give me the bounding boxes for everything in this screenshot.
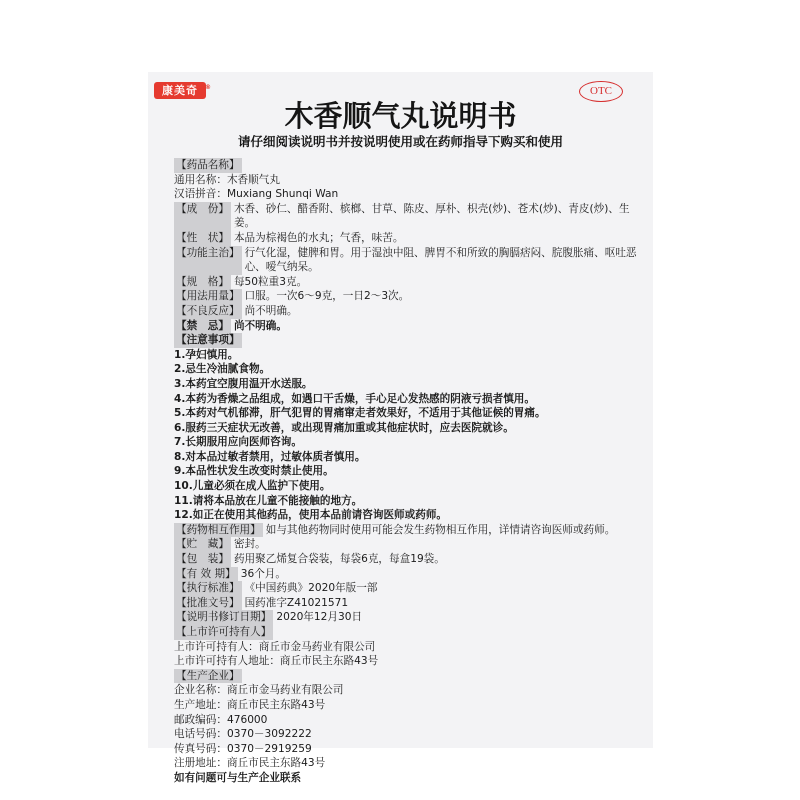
manufacturer-header: 【生产企业】 xyxy=(176,669,240,682)
specification-value: 每50粒重3克。 xyxy=(233,275,308,288)
approval-value: 国药准字Z41021571 xyxy=(244,596,349,609)
storage-value: 密封。 xyxy=(233,538,266,551)
contraindications-row xyxy=(174,319,644,334)
standard-value: 《中国药典》2020年版一部 xyxy=(244,582,378,595)
manufacturer-line: 生产地址：商丘市民主东路43号 xyxy=(174,698,326,711)
package-row xyxy=(174,552,644,567)
contact-note: 如有问题可与生产企业联系 xyxy=(174,771,302,784)
storage-row xyxy=(174,537,644,552)
dosage-label: 【用法用量】 xyxy=(176,290,240,303)
indications-label: 【功能主治】 xyxy=(174,246,242,275)
precaution-item: 8.对本品过敏者禁用，过敏体质者慎用。 xyxy=(174,450,366,463)
manufacturer-line: 电话号码：0370－3092222 xyxy=(174,728,312,741)
manufacturer-line: 注册地址：商丘市民主东路43号 xyxy=(174,757,326,770)
precaution-item: 10.儿童必须在成人监护下使用。 xyxy=(174,480,331,493)
properties-label: 【性 状】 xyxy=(176,231,229,244)
drug-name-header: 【药品名称】 xyxy=(176,159,240,171)
precaution-item: 11.请将本品放在儿童不能接触的地方。 xyxy=(174,494,363,507)
revision-label: 【说明书修订日期】 xyxy=(176,611,272,624)
otc-badge: OTC xyxy=(579,81,623,102)
contraindications-label: 【禁 忌】 xyxy=(176,319,229,332)
storage-label: 【贮 藏】 xyxy=(176,538,229,551)
holder-name: 上市许可持有人：商丘市金马药业有限公司 xyxy=(174,640,376,653)
brand-logo: 康美奇 ® xyxy=(154,82,206,99)
dosage-value: 口服。一次6～9克，一日2～3次。 xyxy=(244,290,410,303)
precaution-item: 1.孕妇慎用。 xyxy=(174,348,239,361)
approval-row xyxy=(174,596,644,611)
adverse-label: 【不良反应】 xyxy=(176,304,240,317)
manufacturer-line: 邮政编码：476000 xyxy=(174,713,268,726)
manufacturer-line: 企业名称：商丘市金马药业有限公司 xyxy=(174,684,344,697)
precaution-item: 3.本药宜空腹用温开水送服。 xyxy=(174,377,313,390)
precautions-header: 【注意事项】 xyxy=(176,334,240,347)
revision-row xyxy=(174,610,644,625)
pinyin-name: 汉语拼音：Muxiang Shunqi Wan xyxy=(174,188,339,201)
contraindications-value: 尚不明确。 xyxy=(233,319,287,332)
leaflet-body xyxy=(174,158,644,786)
dosage-row xyxy=(174,289,644,304)
ingredients-value: 木香、砂仁、醋香附、槟榔、甘草、陈皮、厚朴、枳壳(炒)、苍术(炒)、青皮(炒)、生姜。 xyxy=(233,202,630,230)
interactions-row xyxy=(174,523,644,538)
revision-value: 2020年12月30日 xyxy=(276,611,363,624)
ingredients-row xyxy=(174,202,644,231)
standard-row xyxy=(174,581,644,596)
document-subtitle: 请仔细阅读说明书并按说明使用或在药师指导下购买和使用 xyxy=(237,134,563,149)
validity-label: 【有 效 期】 xyxy=(176,567,236,580)
validity-value: 36个月。 xyxy=(240,567,286,580)
holder-address: 上市许可持有人地址：商丘市民主东路43号 xyxy=(174,655,379,668)
standard-label: 【执行标准】 xyxy=(176,582,240,595)
manufacturer-line: 传真号码：0370－2919259 xyxy=(174,742,312,755)
precaution-item: 5.本药对气机郁滞，肝气犯胃的胃痛窜走者效果好，不适用于其他证候的胃痛。 xyxy=(174,407,546,420)
specification-label: 【规 格】 xyxy=(176,275,229,288)
leaflet-sheet xyxy=(148,72,653,784)
indications-value: 行气化湿，健脾和胃。用于湿浊中阻、脾胃不和所致的胸膈痞闷、脘腹胀痛、呕吐恶心、嗳气纳呆。 xyxy=(244,246,637,274)
precaution-item: 7.长期服用应向医师咨询。 xyxy=(174,436,302,449)
indications-row xyxy=(174,246,644,275)
precaution-item: 12.如正在使用其他药品，使用本品前请咨询医师或药师。 xyxy=(174,509,448,522)
precaution-item: 2.忌生冷油腻食物。 xyxy=(174,363,271,376)
package-value: 药用聚乙烯复合袋装，每袋6克，每盒19袋。 xyxy=(233,553,445,566)
adverse-row xyxy=(174,304,644,319)
holder-header: 【上市许可持有人】 xyxy=(176,626,272,638)
adverse-value: 尚不明确。 xyxy=(244,304,298,317)
generic-name: 通用名称：木香顺气丸 xyxy=(174,173,280,186)
approval-label: 【批准文号】 xyxy=(176,596,240,609)
ingredients-label: 【成 份】 xyxy=(174,202,231,231)
specification-row xyxy=(174,275,644,290)
properties-value: 本品为棕褐色的水丸；气香，味苦。 xyxy=(233,231,404,244)
document-title: 木香顺气丸说明书 xyxy=(284,99,517,133)
package-label: 【包 装】 xyxy=(176,553,229,566)
interactions-value: 如与其他药物同时使用可能会发生药物相互作用，详情请咨询医师或药师。 xyxy=(265,523,616,536)
properties-row xyxy=(174,231,644,246)
precaution-item: 6.服药三天症状无改善，或出现胃痛加重或其他症状时，应去医院就诊。 xyxy=(174,421,514,434)
validity-row xyxy=(174,567,644,582)
precaution-item: 9.本品性状发生改变时禁止使用。 xyxy=(174,465,334,478)
precaution-item: 4.本药为香燥之品组成，如遇口干舌燥，手心足心发热感的阴液亏损者慎用。 xyxy=(174,392,535,405)
interactions-label: 【药物相互作用】 xyxy=(176,523,261,536)
